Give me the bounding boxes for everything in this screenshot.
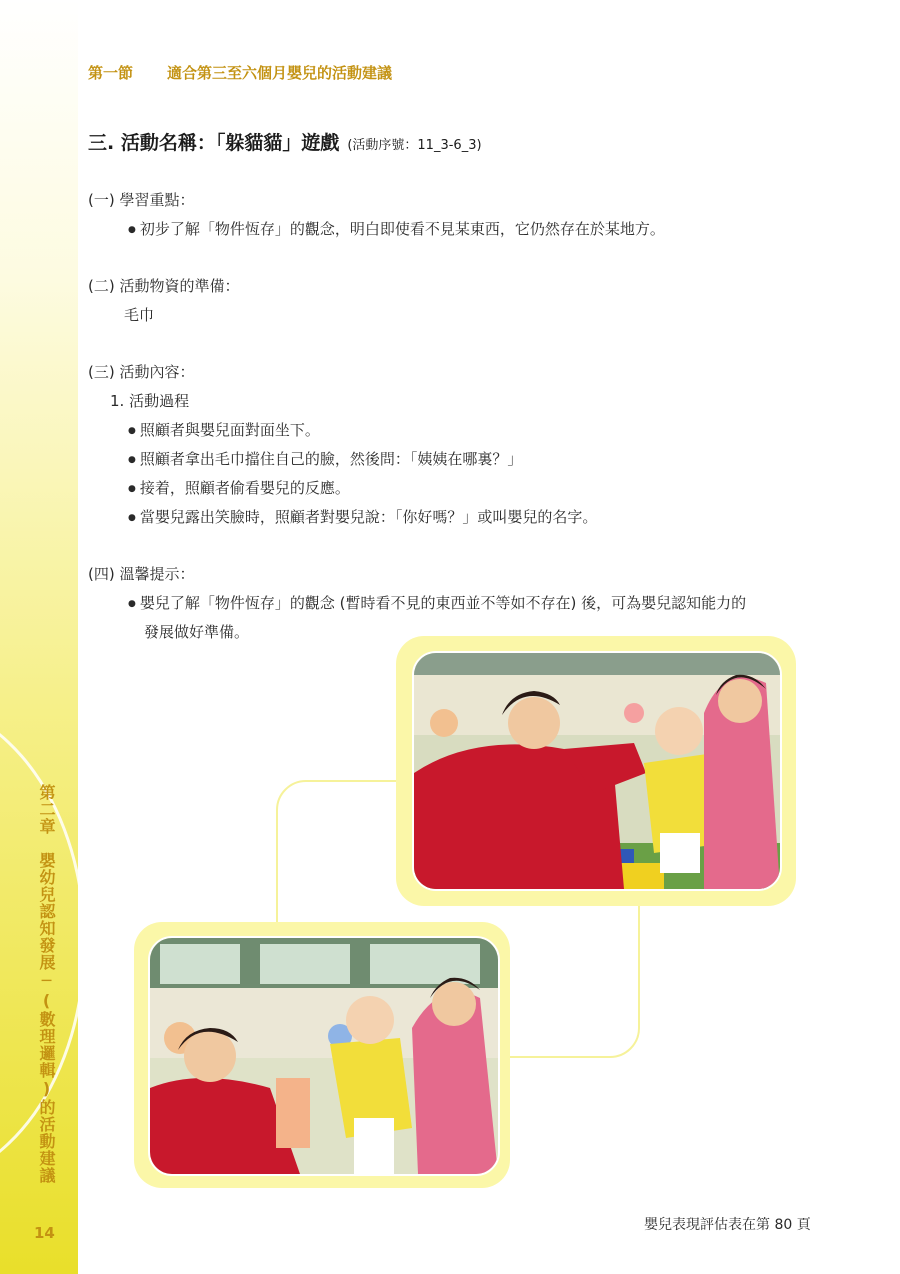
- content-bullet: ● 照顧者拿出毛巾擋住自己的臉，然後問：「姨姨在哪裏？」: [128, 445, 522, 475]
- photo-caregiver-with-towel: [148, 936, 500, 1176]
- activity-title: [88, 128, 482, 155]
- page-number: 14: [34, 1224, 55, 1242]
- content-subheading: 1. 活動過程: [110, 392, 190, 410]
- evaluation-reference: 嬰兒表現評估表在第 80 頁: [644, 1217, 811, 1233]
- section-number: 第一節: [88, 64, 134, 82]
- section-title: 適合第三至六個月嬰兒的活動建議: [167, 64, 393, 82]
- section-header: [88, 62, 392, 83]
- content-bullet: ● 照顧者與嬰兒面對面坐下。: [128, 416, 320, 446]
- tips-heading: (四) 溫馨提示：: [88, 565, 195, 583]
- activity-code: (活動序號：11_3-6_3): [347, 138, 482, 153]
- photo-caregiver-touching-baby: [412, 651, 782, 891]
- content-heading: (三) 活動內容：: [88, 363, 195, 381]
- materials-item: 毛巾: [124, 306, 155, 324]
- tips-bullet: ● 嬰兒了解「物件恆存」的觀念 (暫時看不見的東西並不等如不存在) 後，可為嬰兒認知能力的: [128, 589, 746, 619]
- photo-illustration: [414, 653, 780, 889]
- tips-bullet-continued: 發展做好準備。: [144, 623, 250, 641]
- content-bullet: ● 接着，照顧者偷看嬰兒的反應。: [128, 474, 350, 504]
- content-bullet: ● 當嬰兒露出笑臉時，照顧者對嬰兒說：「你好嗎？」或叫嬰兒的名字。: [128, 503, 597, 533]
- learning-bullet: ● 初步了解「物件恆存」的觀念，明白即使看不見某東西，它仍然存在於某地方。: [128, 215, 665, 245]
- activity-name: 三. 活動名稱：「躲貓貓」遊戲: [88, 132, 340, 154]
- photo-illustration: [150, 938, 498, 1174]
- learning-heading: (一) 學習重點：: [88, 191, 195, 209]
- materials-heading: (二) 活動物資的準備：: [88, 277, 240, 295]
- chapter-title: 第二章 嬰幼兒認知發展─(數理邏輯)的活動建議: [37, 784, 56, 1184]
